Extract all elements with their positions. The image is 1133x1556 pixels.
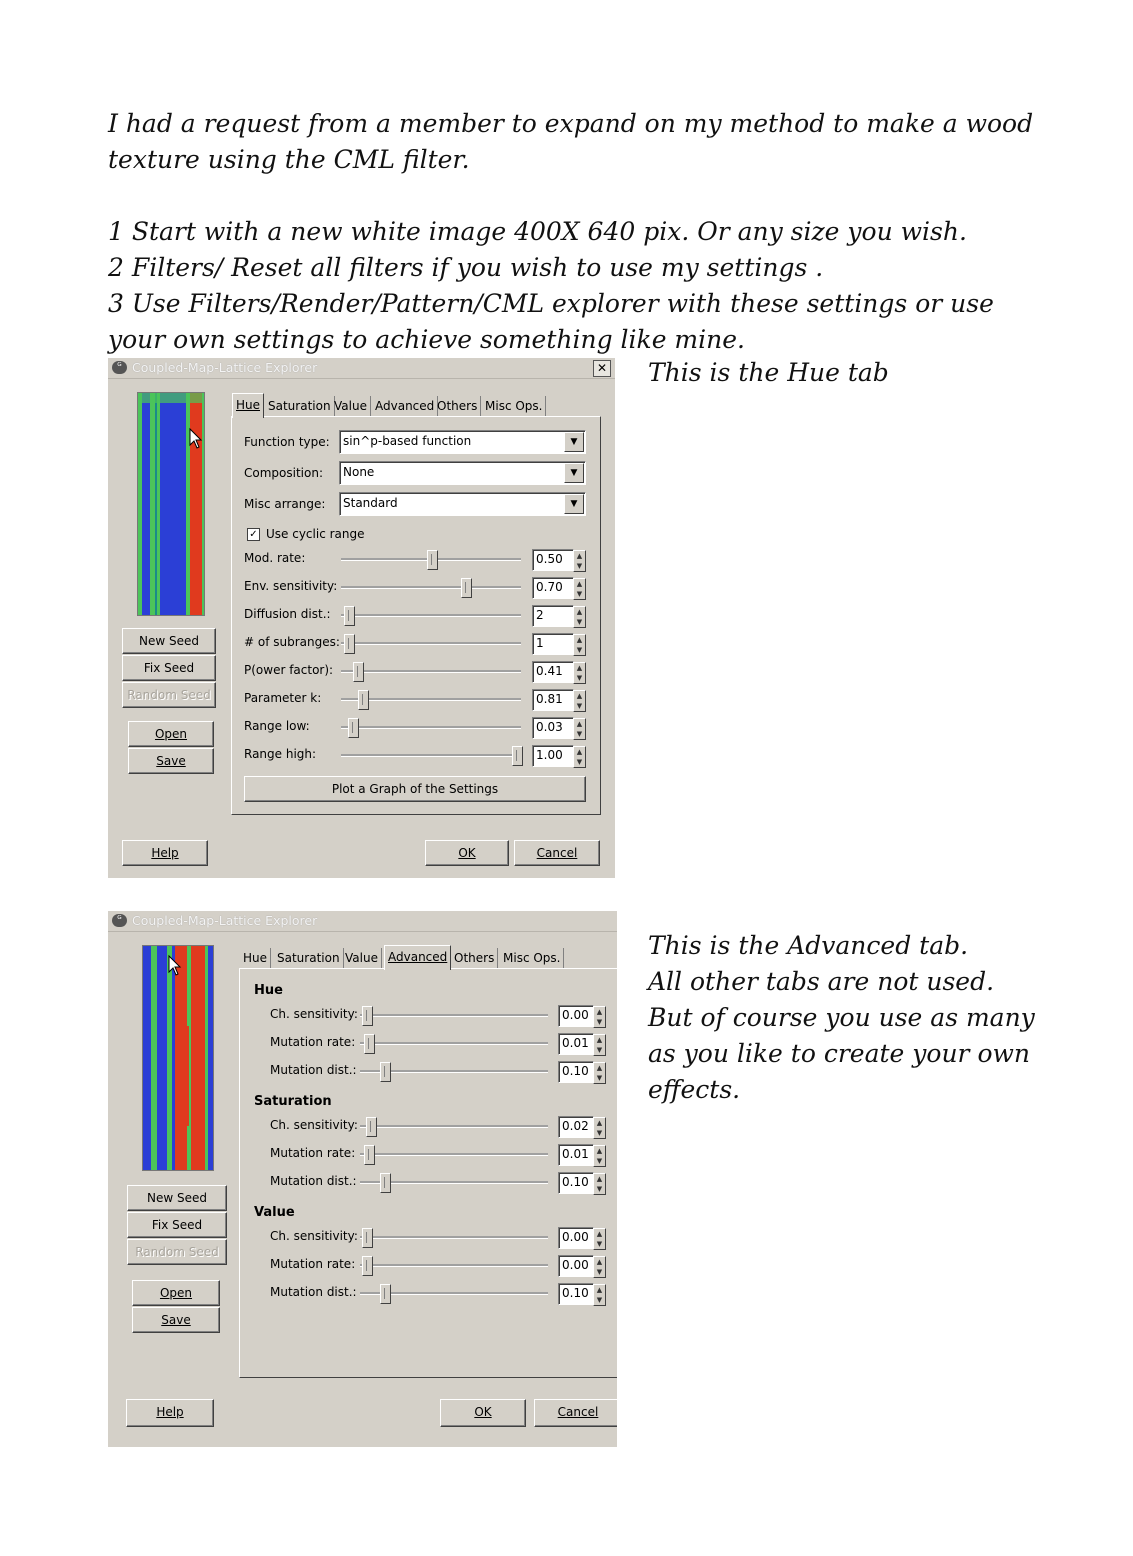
value-spinbox[interactable] — [558, 1172, 603, 1194]
slider-label: Diffusion dist.: — [244, 607, 331, 621]
dialog-title: Coupled-Map-Lattice Explorer — [132, 913, 318, 928]
slider-track[interactable] — [360, 1264, 548, 1267]
tab-hue[interactable]: Hue — [232, 393, 264, 418]
note-line: as you like to create your own — [648, 1039, 1030, 1068]
slider-label: Env. sensitivity: — [244, 579, 338, 593]
slider-thumb[interactable] — [380, 1284, 391, 1304]
slider-track[interactable] — [341, 642, 521, 645]
random-seed-button[interactable]: Random Seed — [127, 1239, 227, 1265]
tab-saturation[interactable]: Saturation — [265, 396, 335, 416]
help-button[interactable]: Help — [122, 840, 208, 866]
intro-line: texture using the CML filter. — [108, 145, 470, 174]
spin-value: 0.50 — [536, 552, 563, 566]
new-seed-button[interactable]: New Seed — [127, 1185, 227, 1211]
spin-arrows-icon[interactable]: ▲ ▼ — [573, 550, 586, 572]
tab-strip — [232, 393, 552, 417]
spin-value: 0.10 — [562, 1064, 589, 1078]
value-spinbox[interactable] — [532, 633, 583, 655]
intro-line: I had a request from a member to expand on my method to make a wood — [108, 109, 1034, 138]
value-spinbox[interactable] — [558, 1005, 603, 1027]
slider-label: P(ower factor): — [244, 663, 334, 677]
slider-thumb[interactable] — [353, 662, 364, 682]
slider-label: Mutation rate: — [270, 1257, 356, 1271]
tab-hue[interactable]: Hue — [240, 948, 271, 968]
spin-arrows-icon[interactable]: ▲ ▼ — [593, 1034, 606, 1056]
cyclic-range-checkbox[interactable]: ✓ — [247, 528, 260, 541]
note-line: This is the Advanced tab. — [648, 931, 969, 960]
step-1: 1 Start with a new white image 400X 640 pix. Or any size you wish. — [108, 217, 967, 246]
step-3: 3 Use Filters/Render/Pattern/CML explorer with these settings or use — [108, 289, 994, 318]
spin-arrows-icon[interactable]: ▲ ▼ — [593, 1006, 606, 1028]
ok-button[interactable]: OK — [425, 840, 509, 866]
cml-dialog-advanced — [108, 911, 617, 1447]
chevron-down-icon[interactable]: ▼ — [564, 432, 584, 452]
note-line: All other tabs are not used. — [648, 967, 995, 996]
slider-thumb[interactable] — [362, 1228, 373, 1248]
save-button[interactable]: Save — [132, 1307, 220, 1333]
dialog-title: Coupled-Map-Lattice Explorer — [132, 360, 318, 375]
value-spinbox[interactable] — [532, 689, 583, 711]
slider-track[interactable] — [341, 754, 521, 757]
slider-label: Mutation dist.: — [270, 1285, 357, 1299]
step-3-cont: your own settings to achieve something like mine. — [108, 325, 745, 354]
tab-misc-ops[interactable]: Misc Ops. — [482, 396, 546, 416]
spin-arrows-icon[interactable]: ▲ ▼ — [573, 578, 586, 600]
group-title: Saturation — [254, 1094, 332, 1109]
preview-image — [142, 945, 214, 1171]
close-button[interactable]: ✕ — [593, 360, 611, 377]
spin-arrows-icon[interactable]: ▲ ▼ — [573, 634, 586, 656]
spin-value: 0.70 — [536, 580, 563, 594]
advanced-tab-note — [648, 928, 1035, 1108]
spin-value: 0.03 — [536, 720, 563, 734]
tab-misc-ops[interactable]: Misc Ops. — [500, 948, 564, 968]
step-2: 2 Filters/ Reset all filters if you wish to use my settings . — [108, 253, 824, 282]
tab-advanced[interactable]: Advanced — [384, 945, 451, 970]
spin-arrows-icon[interactable]: ▲ ▼ — [573, 718, 586, 740]
slider-label: Ch. sensitivity: — [270, 1007, 358, 1021]
value-spinbox[interactable] — [558, 1227, 603, 1249]
slider-thumb[interactable] — [364, 1034, 375, 1054]
slider-label: # of subranges: — [244, 635, 340, 649]
slider-track[interactable] — [360, 1042, 548, 1045]
value-spinbox[interactable] — [558, 1033, 603, 1055]
spin-value: 0.10 — [562, 1286, 589, 1300]
spin-arrows-icon[interactable]: ▲ ▼ — [573, 746, 586, 768]
gimp-icon: ᴳ — [112, 361, 127, 374]
spin-arrows-icon[interactable]: ▲ ▼ — [573, 690, 586, 712]
gimp-icon: ᴳ — [112, 914, 127, 927]
spin-value: 0.10 — [562, 1175, 589, 1189]
slider-label: Ch. sensitivity: — [270, 1229, 358, 1243]
fix-seed-button[interactable]: Fix Seed — [122, 655, 216, 681]
intro-text — [108, 106, 1068, 358]
misc-arrange-select[interactable] — [339, 492, 586, 516]
tab-value[interactable]: Value — [331, 396, 371, 416]
spin-value: 0.02 — [562, 1119, 589, 1133]
spin-value: 2 — [536, 608, 544, 622]
value-spinbox[interactable] — [558, 1061, 603, 1083]
slider-label: Mutation rate: — [270, 1035, 356, 1049]
function-type-select[interactable] — [339, 430, 586, 454]
value-spinbox[interactable] — [532, 577, 583, 599]
save-button[interactable]: Save — [128, 748, 214, 774]
spin-value: 0.81 — [536, 692, 563, 706]
spin-value: 0.00 — [562, 1230, 589, 1244]
slider-track[interactable] — [341, 614, 521, 617]
value-spinbox[interactable] — [532, 549, 583, 571]
slider-label: Range high: — [244, 747, 317, 761]
slider-track[interactable] — [341, 670, 521, 673]
open-button[interactable]: Open — [128, 721, 214, 747]
tab-saturation[interactable]: Saturation — [274, 948, 344, 968]
value-spinbox[interactable] — [532, 745, 583, 767]
slider-thumb[interactable] — [348, 718, 359, 738]
spin-arrows-icon[interactable]: ▲ ▼ — [593, 1284, 606, 1306]
slider-label: Mutation dist.: — [270, 1174, 357, 1188]
spin-arrows-icon[interactable]: ▲ ▼ — [573, 662, 586, 684]
composition-label: Composition: — [244, 466, 323, 480]
function-type-label: Function type: — [244, 435, 330, 449]
slider-track[interactable] — [341, 586, 521, 589]
tab-strip — [240, 945, 570, 969]
spin-arrows-icon[interactable]: ▲ ▼ — [593, 1117, 606, 1139]
fix-seed-button[interactable]: Fix Seed — [127, 1212, 227, 1238]
tab-others[interactable]: Others — [451, 948, 498, 968]
slider-track[interactable] — [360, 1125, 548, 1128]
cancel-button[interactable]: Cancel — [534, 1399, 617, 1427]
spin-arrows-icon[interactable]: ▲ ▼ — [573, 606, 586, 628]
slider-thumb[interactable] — [364, 1145, 375, 1165]
value-spinbox[interactable] — [558, 1144, 603, 1166]
value-spinbox[interactable] — [532, 661, 583, 683]
open-button[interactable]: Open — [132, 1280, 220, 1306]
slider-track[interactable] — [341, 726, 521, 729]
composition-value: None — [343, 465, 375, 479]
slider-label: Ch. sensitivity: — [270, 1118, 358, 1132]
value-spinbox[interactable] — [532, 605, 583, 627]
spin-arrows-icon[interactable]: ▲ ▼ — [593, 1256, 606, 1278]
ok-button[interactable]: OK — [440, 1399, 526, 1427]
function-type-value: sin^p-based function — [343, 434, 472, 448]
spin-arrows-icon[interactable]: ▲ ▼ — [593, 1145, 606, 1167]
slider-thumb[interactable] — [358, 690, 369, 710]
slider-thumb[interactable] — [427, 550, 438, 570]
plot-graph-button[interactable]: Plot a Graph of the Settings — [244, 776, 586, 802]
slider-thumb[interactable] — [366, 1117, 377, 1137]
slider-thumb[interactable] — [344, 634, 355, 654]
spin-value: 0.41 — [536, 664, 563, 678]
tab-advanced[interactable]: Advanced — [372, 396, 438, 416]
slider-label: Parameter k: — [244, 691, 322, 705]
slider-track[interactable] — [360, 1236, 548, 1239]
slider-thumb[interactable] — [362, 1256, 373, 1276]
group-title: Value — [254, 1205, 295, 1220]
composition-select[interactable] — [339, 461, 586, 485]
slider-thumb[interactable] — [461, 578, 472, 598]
tab-value[interactable]: Value — [342, 948, 382, 968]
slider-label: Mod. rate: — [244, 551, 306, 565]
spin-arrows-icon[interactable]: ▲ ▼ — [593, 1173, 606, 1195]
slider-thumb[interactable] — [344, 606, 355, 626]
hue-tab-note-text: This is the Hue tab — [648, 358, 889, 387]
preview-image — [137, 392, 205, 616]
spin-value: 0.01 — [562, 1036, 589, 1050]
new-seed-button[interactable]: New Seed — [122, 628, 216, 654]
slider-label: Mutation dist.: — [270, 1063, 357, 1077]
spin-value: 0.00 — [562, 1258, 589, 1272]
spin-arrows-icon[interactable]: ▲ ▼ — [593, 1228, 606, 1250]
cyclic-range-label: Use cyclic range — [266, 527, 365, 541]
misc-arrange-value: Standard — [343, 496, 398, 510]
misc-arrange-label: Misc arrange: — [244, 497, 326, 511]
dialog-titlebar — [108, 911, 617, 932]
chevron-down-icon[interactable]: ▼ — [564, 463, 584, 483]
help-button[interactable]: Help — [126, 1399, 214, 1427]
hue-tab-note — [648, 355, 889, 391]
spin-value: 0.00 — [562, 1008, 589, 1022]
slider-thumb[interactable] — [380, 1062, 391, 1082]
chevron-down-icon[interactable]: ▼ — [564, 494, 584, 514]
value-spinbox[interactable] — [558, 1116, 603, 1138]
dialog-titlebar — [108, 358, 615, 379]
slider-thumb[interactable] — [512, 746, 523, 766]
value-spinbox[interactable] — [532, 717, 583, 739]
tab-others[interactable]: Others — [434, 396, 481, 416]
slider-track[interactable] — [360, 1153, 548, 1156]
slider-label: Range low: — [244, 719, 310, 733]
note-line: effects. — [648, 1075, 741, 1104]
note-line: But of course you use as many — [648, 1003, 1035, 1032]
value-spinbox[interactable] — [558, 1283, 603, 1305]
slider-track[interactable] — [360, 1014, 548, 1017]
spin-arrows-icon[interactable]: ▲ ▼ — [593, 1062, 606, 1084]
slider-label: Mutation rate: — [270, 1146, 356, 1160]
cml-dialog-hue — [108, 358, 615, 878]
cancel-button[interactable]: Cancel — [514, 840, 600, 866]
spin-value: 1 — [536, 636, 544, 650]
random-seed-button[interactable]: Random Seed — [122, 682, 216, 708]
spin-value: 0.01 — [562, 1147, 589, 1161]
value-spinbox[interactable] — [558, 1255, 603, 1277]
spin-value: 1.00 — [536, 748, 563, 762]
group-title: Hue — [254, 983, 283, 998]
slider-thumb[interactable] — [380, 1173, 391, 1193]
slider-thumb[interactable] — [362, 1006, 373, 1026]
